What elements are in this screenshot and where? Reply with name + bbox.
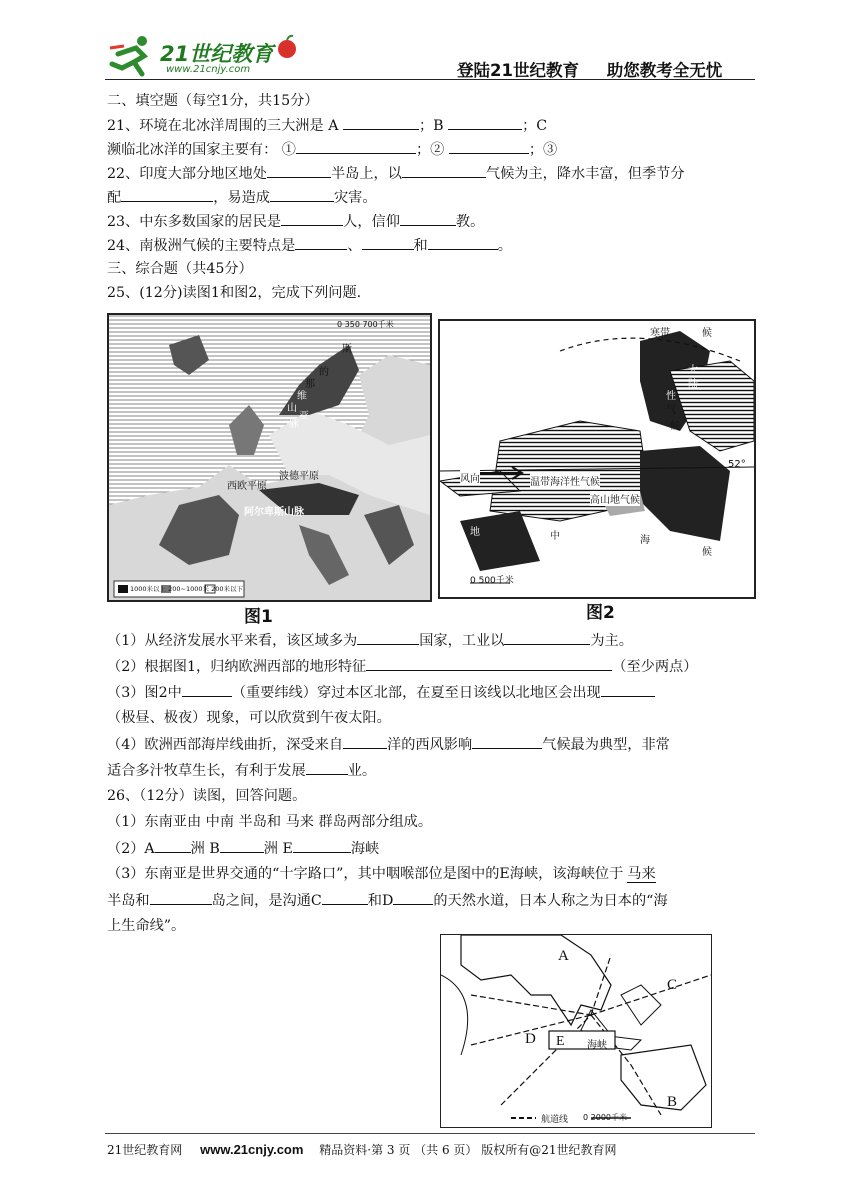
q25-1-text-a: （1）从经济发展水平来看，该区域多为 [107, 633, 358, 649]
fig1-label-mtn4: 维 [297, 391, 307, 402]
q22-blank-a[interactable] [267, 163, 331, 178]
q25-3-text-b: （重要纬线）穿过本区北部，在夏至日该线以北地区会出现 [231, 685, 601, 701]
q26-3-blank-b[interactable] [322, 890, 368, 905]
q26-2-text-c: 洲 E [263, 841, 293, 857]
q25-4-text-d: 适合多汁牧草生长，有利于发展 [107, 763, 306, 779]
q25-4-blank-c[interactable] [306, 760, 348, 775]
q25-2-blank[interactable] [366, 656, 612, 671]
footer-rule [105, 1133, 755, 1134]
figure3-southeast-asia-map [440, 934, 712, 1128]
fig1-scale-label: 0 350 700千米 [337, 320, 394, 329]
q26-2-blank-b[interactable] [220, 838, 264, 853]
fig1-label-mtn5: 山 [287, 403, 297, 414]
logo-url: www.21cnjy.com [166, 64, 251, 75]
fig2-label-temperate: 温带海洋性气候 [530, 473, 600, 488]
q21-blank-2b[interactable] [449, 139, 529, 154]
q25-4-line1 [107, 734, 670, 755]
q23-line [107, 211, 484, 232]
fig2-label-c3: 性 [666, 391, 676, 402]
q22-text-a: 22、印度大部分地区地处 [107, 166, 267, 182]
section3-title: 三、综合题（共45分） [107, 261, 253, 277]
q21-line1 [107, 115, 547, 136]
q25-2-text-b: （至少两点） [612, 659, 698, 675]
q24-text-d: 。 [497, 238, 512, 254]
q26-3-text-a: （3）东南亚是世界交通的“十字路口”，其中咽喉部位是图中的E海峡，该海峡位于 [107, 866, 624, 882]
q22-line2 [107, 187, 377, 208]
q26-3-underlined-answer: 马来 [627, 866, 656, 882]
q25-title: 25、(12分)读图1和图2，完成下列问题. [107, 285, 362, 301]
q22-text-2c: 灾害。 [333, 190, 377, 206]
fig2-label-c1: 大 [688, 365, 698, 376]
slogan-left: 登陆21世纪教育 [457, 61, 579, 80]
q25-4-text-b: 洋的西风影响 [387, 737, 473, 753]
q25-1-text-c: 为主。 [590, 633, 633, 649]
q26-2-line [107, 838, 379, 859]
q26-3-line2 [107, 890, 668, 911]
q26-3-line3: 上生命线”。 [107, 918, 186, 934]
header-rule [105, 79, 755, 80]
q25-4-blank-b[interactable] [472, 734, 542, 749]
fig1-label-mtn6: 亚 [299, 411, 309, 422]
fig2-label-med1: 地 [470, 527, 480, 538]
q22-text-c: 气候为主，降水丰富，但季节分 [485, 166, 685, 182]
header-slogan [457, 57, 722, 81]
q23-text-c: 教。 [455, 214, 485, 230]
q25-4-line2 [107, 760, 376, 781]
q25-1-line [107, 630, 633, 651]
logo-text: 21世纪教育 [160, 42, 274, 66]
q22-blank-b[interactable] [402, 163, 486, 178]
figure2-europe-climate-map [438, 319, 756, 599]
q26-3-blank-c[interactable] [393, 890, 433, 905]
footer [107, 1141, 617, 1158]
q24-text-b: 、 [347, 238, 362, 254]
q25-4-text-e: 业。 [347, 763, 377, 779]
fig2-label-latitude: 52° [728, 459, 746, 470]
q25-2-line [107, 656, 697, 677]
fig3-legend-route: 航道线 [541, 1115, 569, 1125]
q21-text-a: 21、环境在北冰洋周围的三大洲是 A [107, 118, 339, 134]
q25-4-text-a: （4）欧洲西部海岸线曲折，深受来自 [107, 737, 344, 753]
q25-4-text-c: 气候最为典型，非常 [542, 737, 670, 753]
q25-1-blank-a[interactable] [357, 630, 419, 645]
q22-text-2b: ，易造成 [213, 190, 270, 206]
q25-4-blank-a[interactable] [343, 734, 387, 749]
q25-3-blank-b[interactable] [601, 682, 655, 697]
fig2-label-c2: 陆 [688, 379, 698, 390]
footer-url[interactable]: www.21cnjy.com [200, 1142, 304, 1157]
fig3-label-b: B [667, 1094, 678, 1110]
q25-1-text-b: 国家，工业以 [419, 633, 505, 649]
q23-text-a: 23、中东多数国家的居民是 [107, 214, 282, 230]
fig1-label-alps: 阿尔卑斯山脉 [244, 507, 304, 518]
q24-text-a: 24、南极洲气候的主要特点是 [107, 238, 296, 254]
q26-2-text-d: 海峡 [350, 841, 380, 857]
q24-blank-c[interactable] [428, 235, 498, 250]
footer-site: 21世纪教育网 [107, 1143, 183, 1157]
q25-3-line2: （极昼、极夜）现象，可以欣赏到午夜太阳。 [107, 710, 391, 726]
figure1-caption: 图1 [244, 607, 273, 627]
q22-text-b: 半岛上，以 [330, 166, 402, 182]
fig3-label-e: E [556, 1034, 565, 1049]
q22-text-2a: 配 [107, 190, 122, 206]
q24-blank-b[interactable] [362, 235, 414, 250]
q26-1-line: （1）东南亚由 中南 半岛和 马来 群岛两部分组成。 [107, 814, 433, 830]
q22-blank-2b[interactable] [270, 187, 334, 202]
q25-3-blank-a[interactable] [182, 682, 232, 697]
q23-blank-b[interactable] [400, 211, 456, 226]
fig2-label-med2: 中 [550, 531, 560, 542]
fig1-label-plain1: 波德平原 [279, 471, 319, 482]
q21-blank-a[interactable] [343, 115, 419, 130]
fig2-label-med4: 候 [702, 547, 712, 558]
q23-text-b: 人，信仰 [343, 214, 400, 230]
q21-blank-b[interactable] [448, 115, 522, 130]
fig3-label-d: D [525, 1031, 536, 1047]
q25-1-blank-b[interactable] [504, 630, 590, 645]
fig2-label-mountain: 高山地气候 [590, 491, 640, 506]
q26-title: 26、（12分）读图，回答问题。 [107, 788, 307, 804]
fig2-label-wind: 风向 [460, 470, 480, 485]
footer-page-info: 精品资料·第 3 页 （共 6 页） 版权所有@21世纪教育网 [319, 1143, 617, 1157]
fig2-label-subarctic: 寒带 [650, 328, 670, 339]
fig1-label-plain2: 西欧平原 [227, 481, 267, 492]
q21-line2 [107, 139, 557, 160]
fig1-label-mtn2: 的 [319, 367, 329, 378]
q25-2-text-a: （2）根据图1，归纳欧洲西部的地形特征 [107, 659, 367, 675]
figure1-europe-relief-map [107, 313, 432, 602]
fig3-label-strait: 海峡 [587, 1040, 607, 1051]
fig1-label-mtn1: 斯 [342, 344, 352, 355]
fig1-legend-text: 1000米以上 200~1000米 200米以下 [130, 585, 243, 593]
q25-3-line1 [107, 682, 655, 703]
q22-blank-2a[interactable] [121, 187, 213, 202]
fig3-label-c: C [667, 977, 678, 993]
runner-logo-icon [108, 34, 156, 78]
fig1-label-mtn3: 那 [305, 379, 315, 390]
q23-blank-a[interactable] [281, 211, 343, 226]
fig2-label-c4: 气 [666, 405, 676, 416]
q26-2-blank-c[interactable] [293, 838, 351, 853]
slogan-right: 助您教考全无忧 [606, 61, 723, 80]
q24-line [107, 235, 512, 256]
fig2-scale-label: 0 500千米 [470, 576, 514, 586]
q26-2-text-b: 洲 B [190, 841, 220, 857]
q21-text-2a: 濒临北冰洋的国家主要有： ① [107, 142, 296, 158]
q21-text-2b: ；② [415, 142, 445, 158]
q26-3-line1 [107, 864, 656, 884]
fig2-label-c5: 候 [670, 421, 680, 432]
apple-icon [274, 34, 300, 60]
fig1-label-mtn7: 脉 [289, 419, 299, 430]
q26-3-text-e: 的天然水道，日本人称之为日本的“海 [433, 893, 668, 909]
fig3-label-a: A [558, 948, 569, 964]
q26-2-text-a: （2）A [107, 841, 155, 857]
q24-blank-a[interactable] [295, 235, 347, 250]
q26-3-text-c: 岛之间，是沟通C [211, 893, 322, 909]
q21-text-c: ；C [522, 118, 548, 134]
q21-blank-2a[interactable] [296, 139, 416, 154]
q24-text-c: 和 [413, 238, 428, 254]
q22-line1 [107, 163, 685, 184]
header-logo [108, 34, 308, 80]
q21-text-b: ；B [418, 118, 444, 134]
q21-text-2c: ；③ [528, 142, 558, 158]
figure2-caption: 图2 [586, 603, 615, 623]
q26-3-text-d: 和D [367, 893, 394, 909]
q26-3-blank-a[interactable] [150, 890, 212, 905]
section2-title: 二、填空题（每空1分，共15分） [107, 93, 319, 109]
fig2-label-top: 候 [702, 328, 712, 339]
q26-2-blank-a[interactable] [155, 838, 191, 853]
figure1-map-drawing [109, 315, 430, 600]
q26-3-text-b: 半岛和 [107, 893, 150, 909]
fig2-label-med3: 海 [640, 535, 650, 546]
q25-3-text-a: （3）图2中 [107, 685, 182, 701]
fig3-scale-label: 0 2000千米 [583, 1113, 627, 1122]
